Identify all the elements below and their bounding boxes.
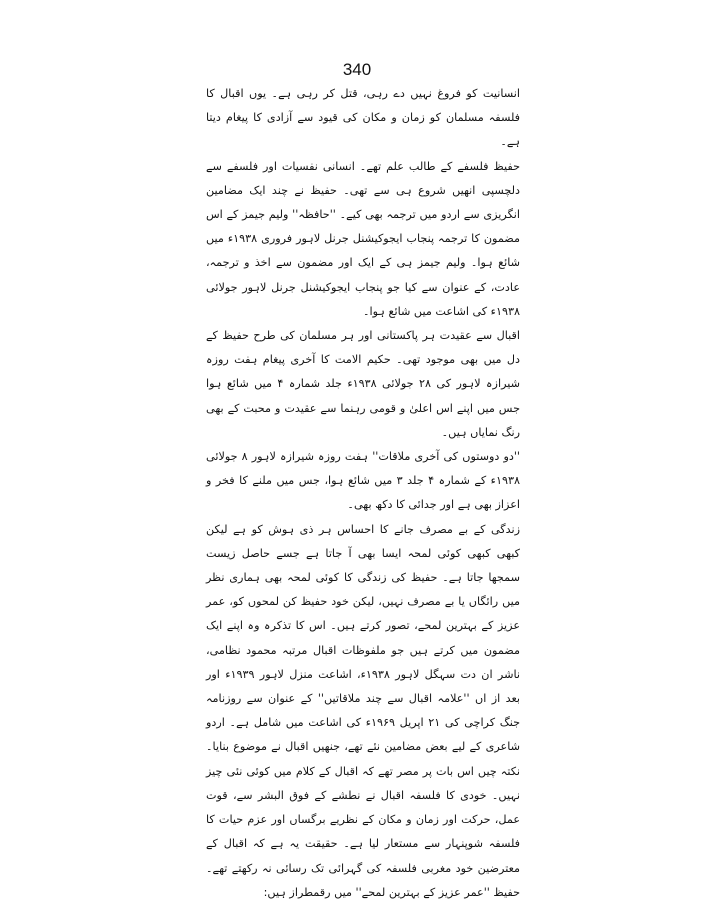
paragraph-4: ''دو دوستوں کی آخری ملاقات'' ہفت روزہ شیرازہ لاہور ۸ جولائی ۱۹۳۸ء کے شمارہ ۴ جلد ۳ میں شائع ہوا، جس میں ملنے کا فخر و اعزاز بھی ہے اور جدائی کا دکھ بھی۔ — [206, 450, 520, 512]
paragraph-3: اقبال سے عقیدت ہر پاکستانی اور ہر مسلمان کی طرح حفیظ کے دل میں بھی موجود تھی۔ حکیم الامت کا آخری پیغام ہفت روزہ شیرازہ لاہور کی ۲۸ جولائی ۱۹۳۸ء جلد شمارہ ۴ میں شائع ہوا جس میں اپنے اس اعلیٰ و قومی رہنما سے عقیدت و محبت کے بھی رنگ نمایاں ہیں۔ — [206, 329, 520, 439]
paragraph-2: حفیظ فلسفے کے طالب علم تھے۔ انسانی نفسیات اور فلسفے سے دلچسپی انھیں شروع ہی سے تھی۔ حفیظ نے چند ایک مضامین انگریزی سے اردو میں ترجمہ بھی کیے۔ ''حافظہ'' ولیم جیمز کے اس مضمون کا ترجمہ پنجاب ایجوکیشنل جرنل لاہور فروری ۱۹۳۸ء میں شائع ہوا۔ ولیم جیمز ہی کے ایک اور مضمون سے اخذ و ترجمہ، عادت، کے عنوان سے کیا جو پنجاب ایجوکیشنل جرنل لاہور جولائی ۱۹۳۸ء کی اشاعت میں شائع ہوا۔ — [206, 159, 521, 318]
paragraph-1: انسانیت کو فروغ نہیں دے رہی، قتل کر رہی ہے۔ یوں اقبال کا فلسفہ مسلمان کو زمان و مکان کی قیود سے آزادی کا پیغام دیتا ہے۔ — [206, 87, 520, 149]
page-number: 340 — [342, 60, 372, 79]
body-text — [206, 82, 520, 905]
paragraph-5: زندگی کے بے مصرف جانے کا احساس ہر ذی ہوش کو ہے لیکن کبھی کبھی کوئی لمحہ ایسا بھی آ جاتا ہے جسے حاصل زیست سمجھا جاتا ہے۔ حفیظ کی زندگی کا کوئی لمحہ بھی ہماری نظر میں رائگاں یا بے مصرف نہیں، لیکن خود حفیظ کن لمحوں کو، عمر عزیز کے بہترین لمحے، تصور کرتے ہیں۔ اس کا تذکرہ وہ اپنے ایک مضمون میں کرتے ہیں جو ملفوظات اقبال مرتبہ محمود نظامی، ناشر ان دت سہگل لاہور ۱۹۳۸ء، اشاعت منزل لاہور ۱۹۳۹ء اور بعد از اں ''علامہ اقبال سے چند ملاقاتیں'' کے عنوان سے روزنامہ جنگ کراچی کی ۲۱ اپریل ۱۹۶۹ء کی اشاعت میں شامل ہے۔ اردو شاعری کے لیے بعض مضامین نئے تھے، جنھیں اقبال نے موضوع بنایا۔ نکتہ چیں اس بات پر مصر تھے کہ اقبال کے کلام میں کوئی نئی چیز نہیں۔ خودی کا فلسفہ اقبال نے نطشے کے فوق البشر سے، قوت عمل، حرکت اور زمان و مکان کے نظریے برگساں اور عزم حیات کا فلسفہ شوپنہار سے مستعار لیا ہے۔ حقیقت یہ ہے کہ اقبال کے معترضین خود مغربی فلسفہ کی گہرائی تک رسائی نہ رکھتے تھے۔ حفیظ ''عمر عزیز کے بہترین لمحے'' میں رقمطراز ہیں: — [206, 522, 520, 899]
